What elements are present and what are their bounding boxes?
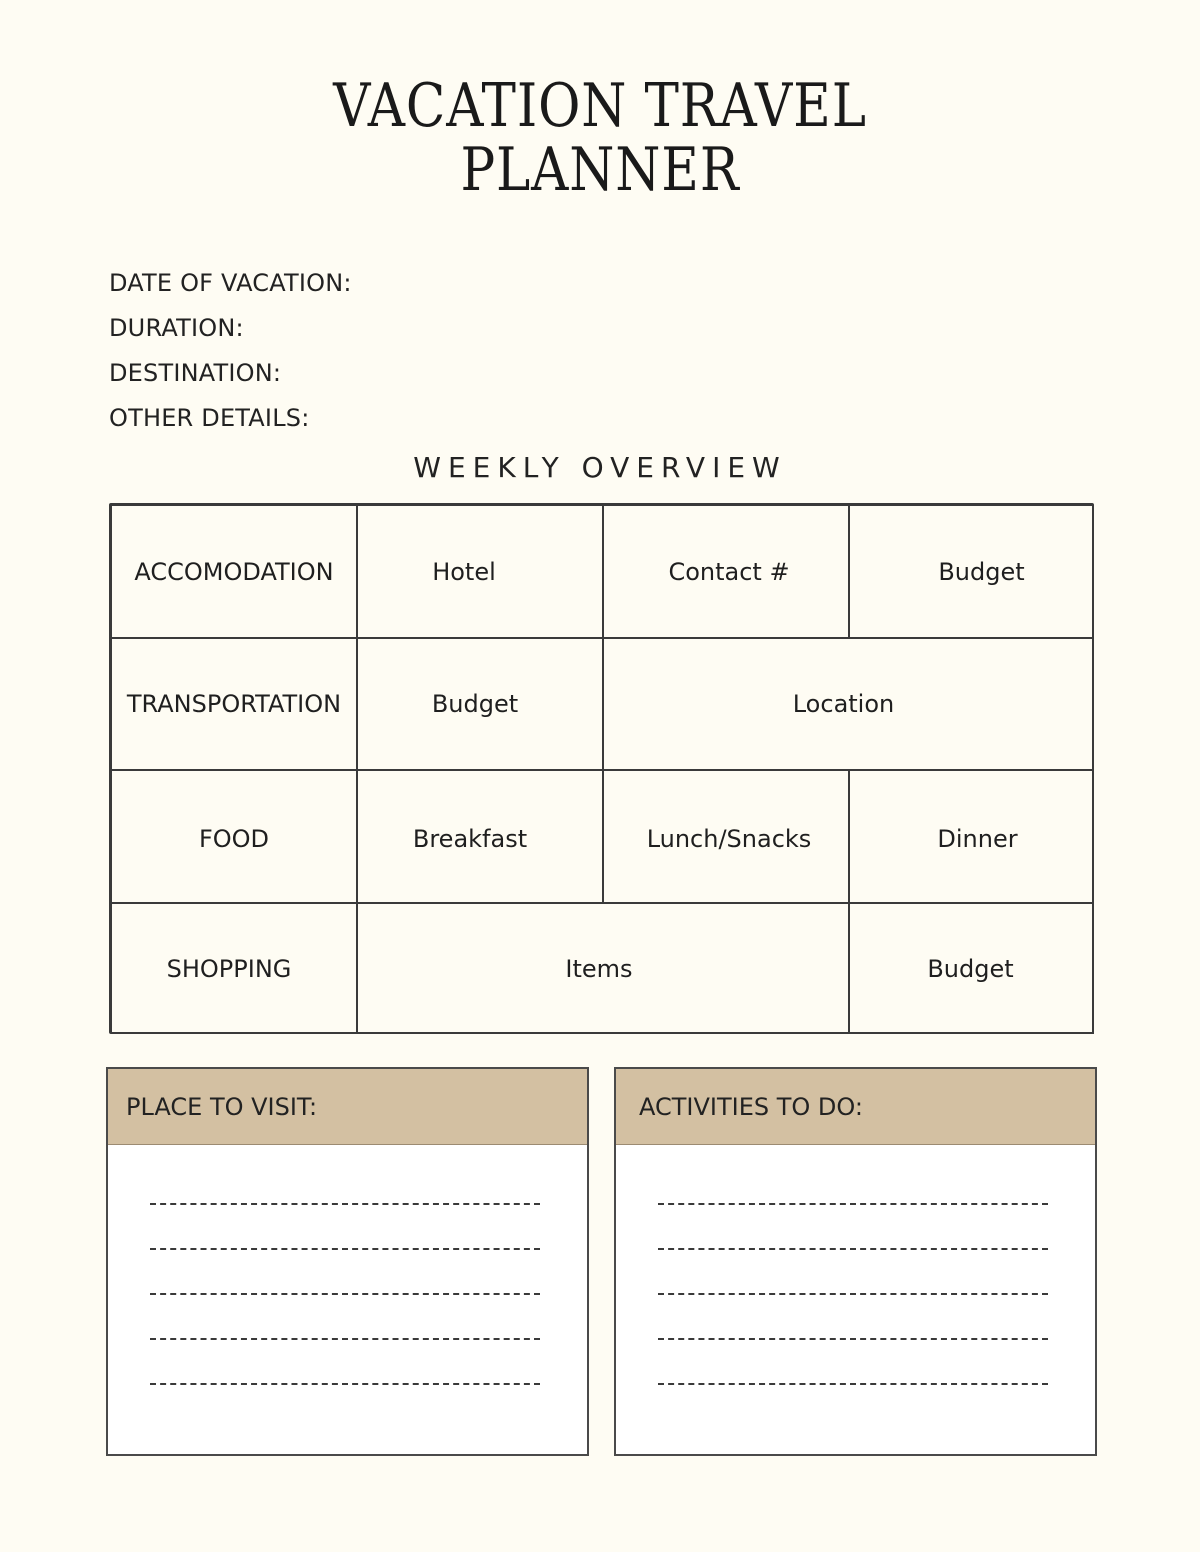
page-title-line-2: PLANNER <box>460 135 740 205</box>
activity-line-3[interactable] <box>658 1293 1048 1338</box>
activity-line-4[interactable] <box>658 1338 1048 1383</box>
place-to-visit-header: PLACE TO VISIT: <box>108 1069 587 1145</box>
place-line-3[interactable] <box>150 1293 540 1338</box>
page-title-line-1: VACATION TRAVEL <box>333 71 867 141</box>
activity-line-5[interactable] <box>658 1383 1048 1428</box>
activity-line-1[interactable] <box>658 1203 1048 1248</box>
row-shopping-category: SHOPPING <box>111 903 357 1034</box>
other-details-label: OTHER DETAILS: <box>109 404 310 432</box>
cell-location[interactable]: Location <box>603 638 1094 770</box>
destination-label: DESTINATION: <box>109 359 282 387</box>
page-title <box>84 71 1116 205</box>
activities-to-do-header: ACTIVITIES TO DO: <box>616 1069 1095 1145</box>
trip-details <box>109 264 352 444</box>
cell-lunch-snacks[interactable]: Lunch/Snacks <box>603 770 849 903</box>
activity-line-2[interactable] <box>658 1248 1048 1293</box>
place-line-1[interactable] <box>150 1203 540 1248</box>
cell-items[interactable]: Items <box>357 903 849 1034</box>
cell-contact[interactable]: Contact # <box>603 505 849 638</box>
cell-dinner[interactable]: Dinner <box>849 770 1094 903</box>
place-line-4[interactable] <box>150 1338 540 1383</box>
cell-breakfast[interactable]: Breakfast <box>357 770 603 903</box>
weekly-overview-table <box>109 503 1094 1034</box>
place-line-2[interactable] <box>150 1248 540 1293</box>
place-to-visit-lines <box>150 1203 540 1428</box>
row-food-category: FOOD <box>111 770 357 903</box>
activities-lines <box>658 1203 1048 1428</box>
cell-transportation-budget[interactable]: Budget <box>357 638 603 770</box>
cell-shopping-budget[interactable]: Budget <box>849 903 1094 1034</box>
place-line-5[interactable] <box>150 1383 540 1428</box>
duration-label: DURATION: <box>109 314 244 342</box>
place-to-visit-card <box>106 1067 589 1456</box>
date-of-vacation-label: DATE OF VACATION: <box>109 269 352 297</box>
row-transportation-category: TRANSPORTATION <box>111 638 357 770</box>
row-accomodation-category: ACCOMODATION <box>111 505 357 638</box>
weekly-overview-heading: WEEKLY OVERVIEW <box>413 451 787 484</box>
activities-to-do-card <box>614 1067 1097 1456</box>
cell-hotel[interactable]: Hotel <box>357 505 603 638</box>
cell-accomodation-budget[interactable]: Budget <box>849 505 1094 638</box>
